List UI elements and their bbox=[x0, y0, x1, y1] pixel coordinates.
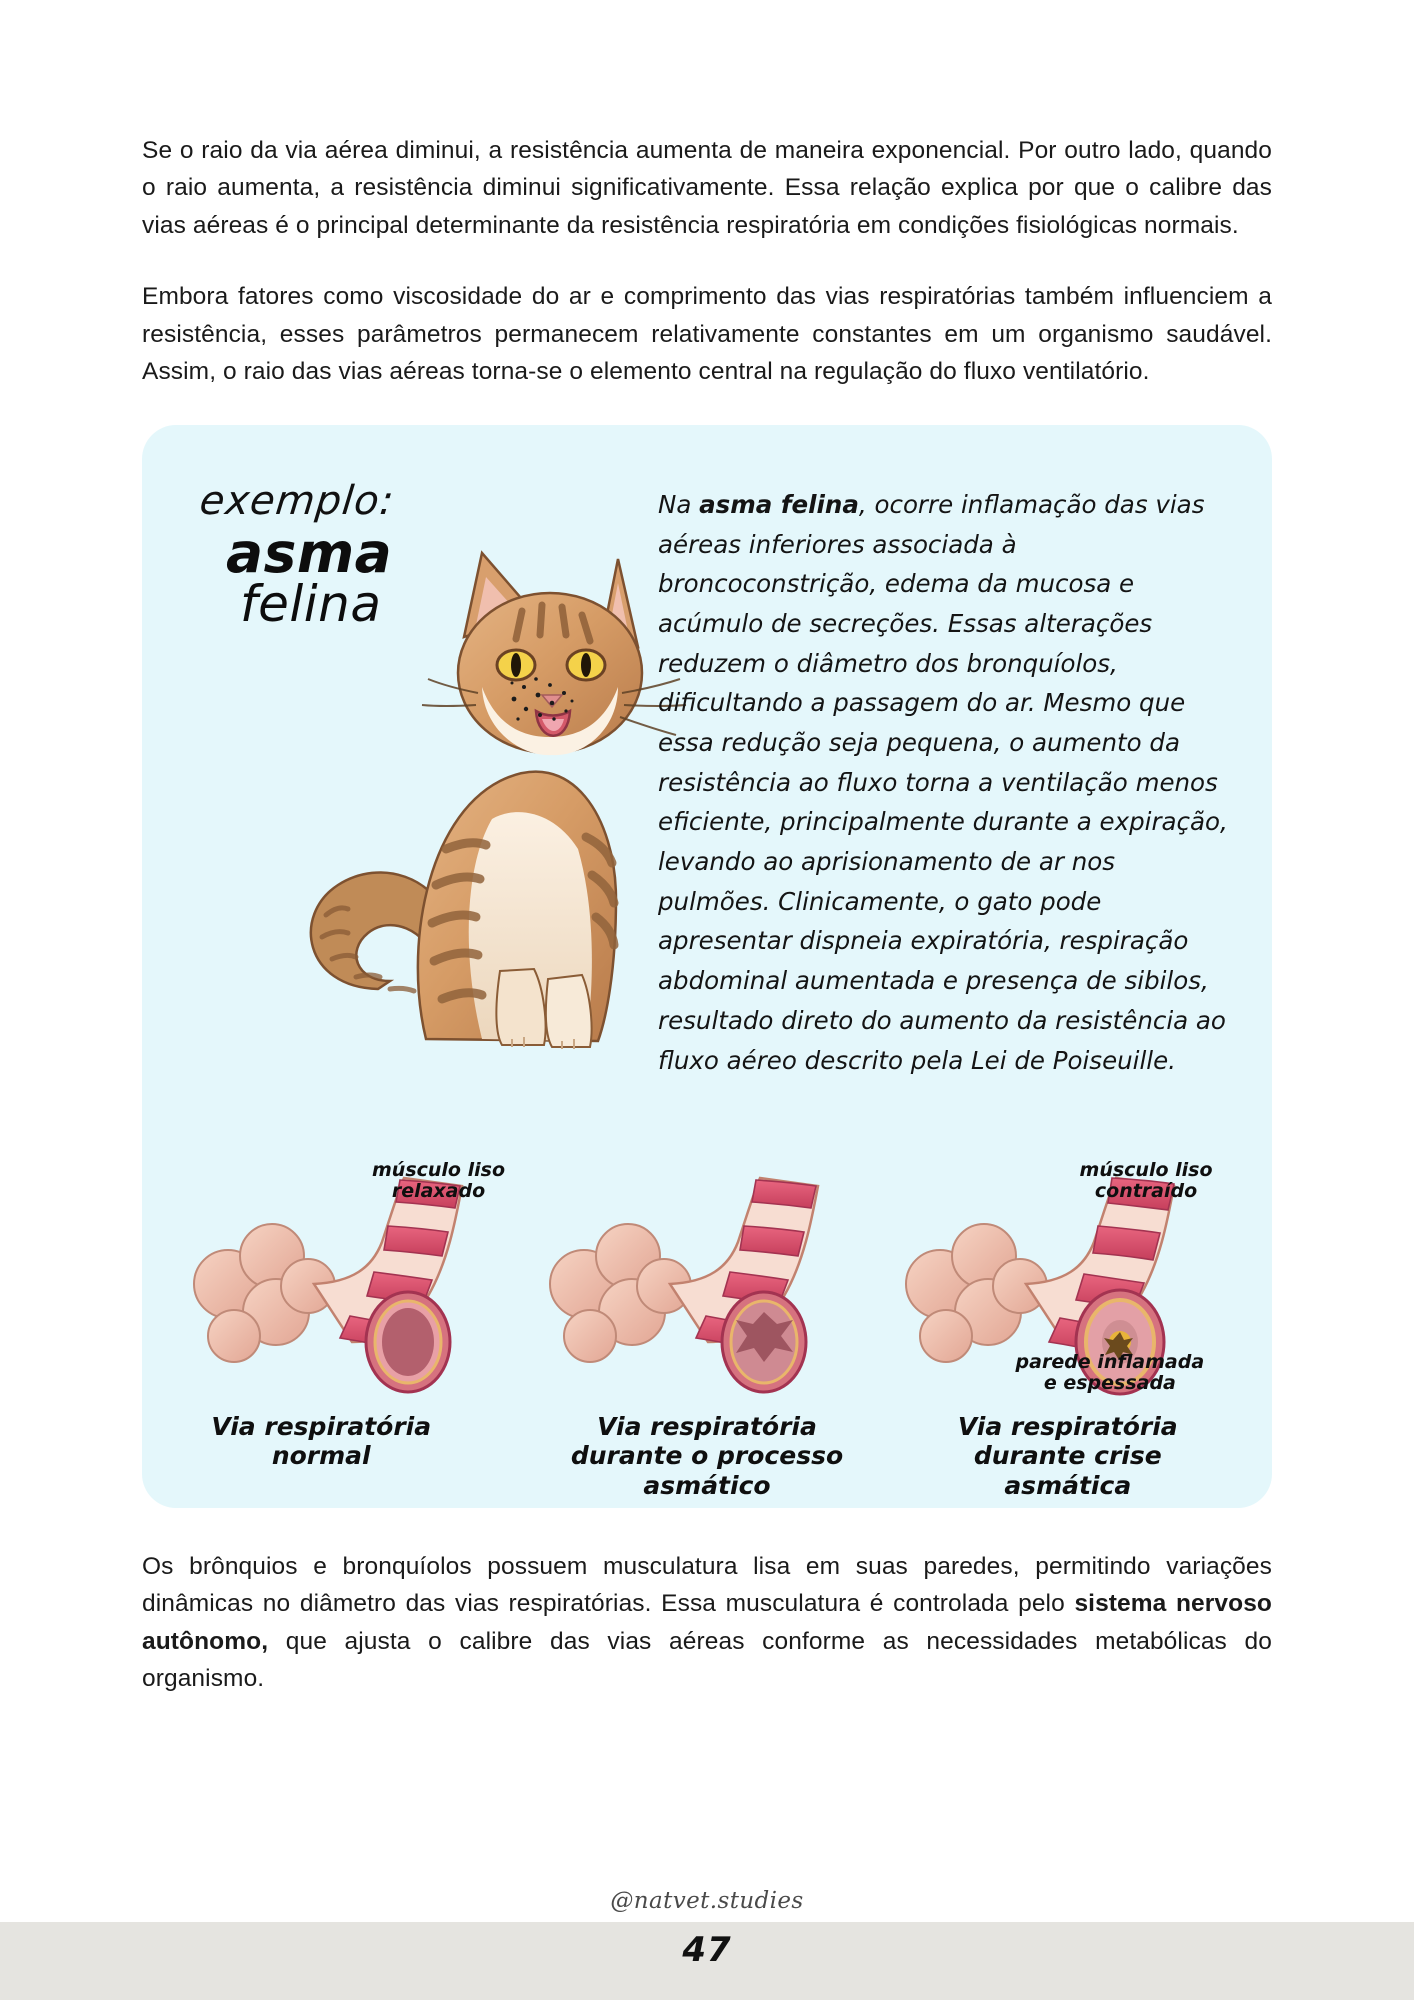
label-parede-line1: parede inflamada bbox=[1015, 1350, 1205, 1373]
callout-illustration-column bbox=[176, 459, 646, 633]
callout-upper-region bbox=[176, 459, 1238, 1080]
page-content bbox=[142, 132, 1272, 1732]
callout-title-exemplo: exemplo: bbox=[197, 477, 397, 524]
callout-body-term: asma felina bbox=[699, 489, 859, 519]
paragraph-3-run-3: que ajusta o calibre das vias aéreas conforme as necessidades metabólicas do organismo. bbox=[142, 1627, 1272, 1693]
caption-processo-line2: durante o processo bbox=[570, 1441, 844, 1471]
caption-processo-asmatico bbox=[532, 1412, 882, 1501]
paragraph-2-text: Embora fatores como viscosidade do ar e comprimento das vias respiratórias também influenciem a resistência, esses parâmetros permanecem relativamente constantes em um organismo saudável. Assim, o raio das vias aéreas torna-se o elemento central na regulação do fluxo ventilatório. bbox=[142, 283, 1272, 386]
sneeze-particles-icon bbox=[506, 669, 576, 729]
footer-handle: @natvet.studies bbox=[610, 1888, 804, 1914]
paragraph-3-bold-term: sistema nervoso autônomo, bbox=[142, 1590, 1272, 1655]
airway-captions bbox=[176, 1412, 1238, 1501]
airway-panel-normal bbox=[176, 1156, 526, 1406]
paragraph-1 bbox=[142, 132, 1272, 244]
paragraph-2 bbox=[142, 278, 1272, 390]
caption-processo-line3: asmático bbox=[643, 1470, 771, 1500]
airway-panels bbox=[176, 1156, 1238, 1406]
caption-crise-line1: Via respiratória bbox=[957, 1411, 1178, 1441]
callout-title-block bbox=[176, 459, 646, 633]
caption-processo-line1: Via respiratória bbox=[597, 1411, 817, 1441]
label-parede-inflamada bbox=[1016, 1352, 1205, 1395]
callout-title-asma: asma bbox=[226, 520, 393, 585]
label-contraido-line1: músculo liso bbox=[1079, 1158, 1213, 1181]
callout-body-run-3: , ocorre inflamação das vias aéreas inferiores associada à broncoconstrição, edema da mucosa e acúmulo de secreções. Essas alterações reduzem o diâmetro dos bronquíolos, dificultando a passagem do ar. Mesmo que essa redução seja pequena, o aumento da resistência ao fluxo torna a ventilação menos eficiente, principalmente durante a expiração, levando ao aprisionamento de ar nos pulmões. Clinicamente, o gato pode apresentar dispneia expiratória, respiração abdominal aumentada e presença de sibilos, resultado direto do aumento da resistência ao fluxo aéreo descrito pela Lei de Poiseuille. bbox=[658, 489, 1228, 1075]
label-contraido-line2: contraído bbox=[1094, 1180, 1198, 1203]
label-relaxado-line2: relaxado bbox=[391, 1180, 486, 1203]
callout-title-felina: felina bbox=[240, 574, 382, 633]
airway-panel-processo-asmatico bbox=[532, 1156, 882, 1406]
callout-body-text bbox=[646, 459, 1238, 1080]
caption-normal bbox=[176, 1412, 526, 1501]
airway-panel-crise-asmatica bbox=[888, 1156, 1238, 1406]
caption-crise-asmatica bbox=[888, 1412, 1238, 1501]
label-parede-line2: e espessada bbox=[1043, 1372, 1176, 1395]
label-musculo-liso-contraido bbox=[1080, 1160, 1213, 1203]
label-musculo-liso-relaxado bbox=[372, 1160, 505, 1203]
label-relaxado-line1: músculo liso bbox=[372, 1158, 505, 1181]
caption-normal-line1: Via respiratória bbox=[211, 1411, 432, 1441]
paragraph-3 bbox=[142, 1548, 1272, 1698]
page-number: 47 bbox=[682, 1930, 732, 1970]
paragraph-1-text: Se o raio da via aérea diminui, a resistência aumenta de maneira exponencial. Por outro lado, quando o raio aumenta, a resistência diminui significativamente. Essa relação explica por que o calibre das vias aéreas é o principal determinante da resistência respiratória em condições fisiológicas normais. bbox=[142, 137, 1272, 239]
callout-asma-felina bbox=[142, 425, 1272, 1508]
callout-body-run-1: Na bbox=[658, 489, 700, 519]
airway-diagram bbox=[176, 1156, 1238, 1500]
paragraph-3-run-1: Os brônquios e bronquíolos possuem musculatura lisa em suas paredes, permitindo variações dinâmicas no diâmetro das vias respiratórias. Essa musculatura é controlada pelo bbox=[142, 1552, 1272, 1618]
caption-crise-line3: asmática bbox=[1004, 1470, 1132, 1500]
caption-crise-line2: durante crise bbox=[973, 1441, 1162, 1471]
caption-normal-line2: normal bbox=[271, 1441, 371, 1471]
